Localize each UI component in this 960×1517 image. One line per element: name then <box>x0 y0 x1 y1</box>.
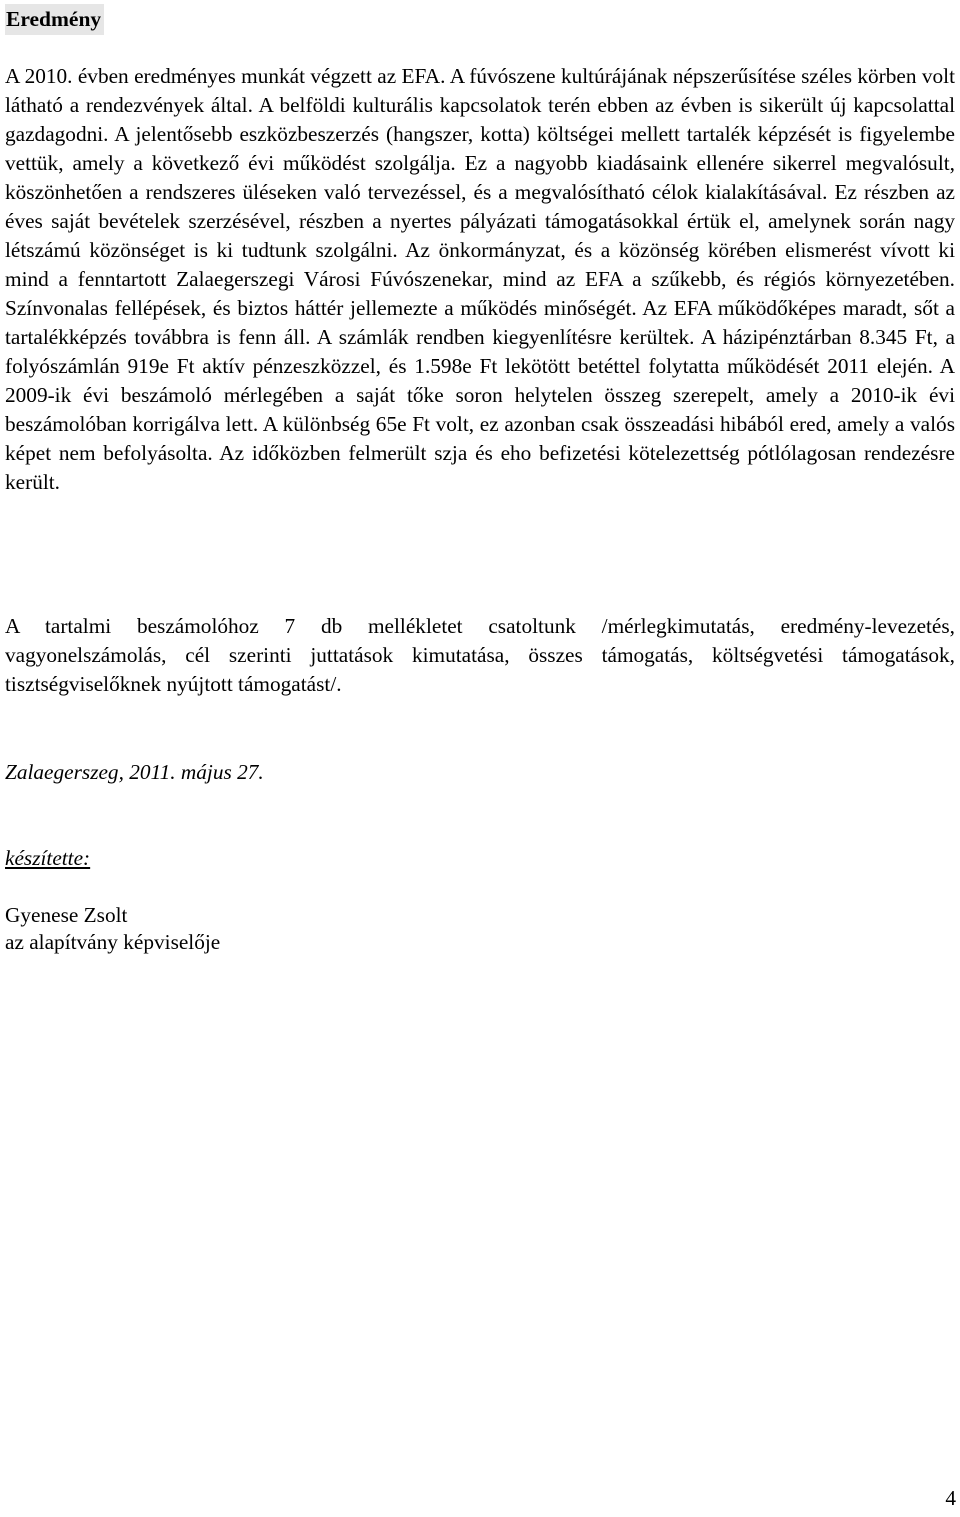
main-paragraph: A 2010. évben eredményes munkát végzett az EFA. A fúvószene kultúrájának népszerűsítése széles körben volt látható a rendezvények által. A belföldi kulturális kapcsolatok terén ebben az évben is sikerült új kapcsolattal gazdagodni. A jelentősebb eszközbeszerzés (hangszer, kotta) költségei mellett tartalék képzését is figyelembe vettük, amely a következő évi működést szolgálja. Ez a nagyobb kiadásaink ellenére sikerrel megvalósult, köszönhetően a rendszeres üléseken való tervezéssel, és a megvalósítható célok kialakításával. Ez részben az éves saját bevételek szerzésével, részben a nyertes pályázati támogatásokkal értük el, amelynek során nagy létszámú közönséget is ki tudtunk szolgálni. Az önkormányzat, és a közönség körében elismerést vívott ki mind a fenntartott Zalaegerszegi Városi Fúvószenekar, mind az EFA a szűkebb, és régiós környezetében. Színvonalas fellépések, és biztos háttér jellemezte a működés minőségét. Az EFA működőképes maradt, sőt a tartalékképzés továbbra is fenn áll. A számlák rendben kiegyenlítésre kerültek. A házipénztárban 8.345 Ft, a folyószámlán 919e Ft aktív pénzeszközzel, és 1.598e Ft lekötött betéttel folytatta működését 2011 elején. A 2009-ik évi beszámoló mérlegében a saját tőke soron helytelen összeg szerepelt, amely a 2010-ik évi beszámolóban korrigálva lett. A különbség 65e Ft volt, ez azonban csak összeadási hibából ered, amely a valós képet nem befolyásolta. Az időközben felmerült szja és eho befizetési kötelezettség pótlólagosan rendezésre került. <box>5 64 955 494</box>
signatory-name: Gyenese Zsolt <box>5 903 128 927</box>
prepared-by-label: készítette: <box>5 846 91 870</box>
signatory-role: az alapítvány képviselője <box>5 930 221 954</box>
section-heading: Eredmény <box>5 4 104 35</box>
page-number: 4 <box>945 1486 956 1510</box>
attachments-paragraph: A tartalmi beszámolóhoz 7 db mellékletet csatoltunk /mérlegkimutatás, eredmény-levezetés, vagyonelszámolás, cél szerinti juttatások kimutatása, összes támogatás, költségvetési támogatások, tisztségviselőknek nyújtott támogatást/. <box>5 614 955 696</box>
place-and-date: Zalaegerszeg, 2011. május 27. <box>5 760 264 784</box>
